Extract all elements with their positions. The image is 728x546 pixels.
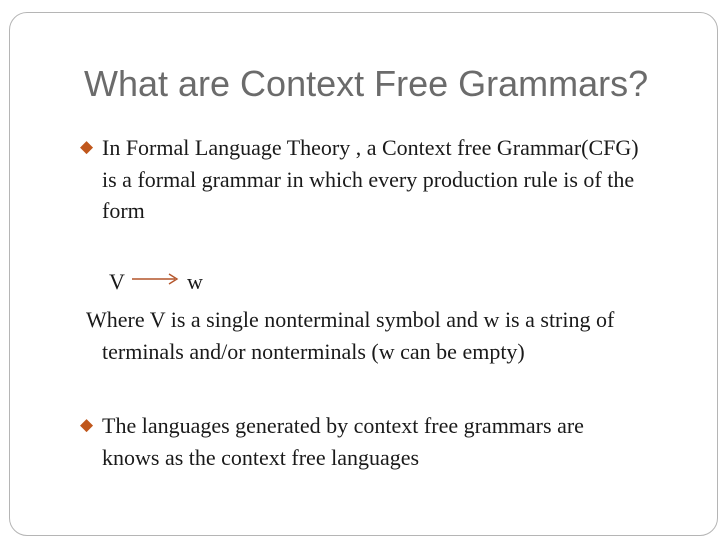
diamond-bullet-icon: ◆: [80, 415, 94, 435]
production-left-symbol: V: [109, 269, 125, 294]
bullet-cfg-definition-line-2: is a formal grammar in which every production rule is of the: [102, 167, 635, 192]
bullet-cfg-definition-line-3: form: [102, 198, 145, 223]
where-line-2: terminals and/or nonterminals (w can be empty): [102, 339, 525, 364]
production-right-symbol: w: [187, 269, 203, 294]
right-arrow-icon: [131, 272, 181, 286]
bullet-cfl-line-1: The languages generated by context free grammars are: [102, 413, 584, 438]
bullet-cfl-line-2: knows as the context free languages: [102, 445, 420, 470]
slide-title: What are Context Free Grammars?: [84, 63, 649, 104]
diamond-bullet-icon: ◆: [80, 137, 94, 157]
where-line-1: Where V is a single nonterminal symbol and w is a string of: [86, 307, 615, 332]
bullet-cfg-definition-line-1: In Formal Language Theory , a Context free Grammar(CFG): [102, 135, 639, 160]
